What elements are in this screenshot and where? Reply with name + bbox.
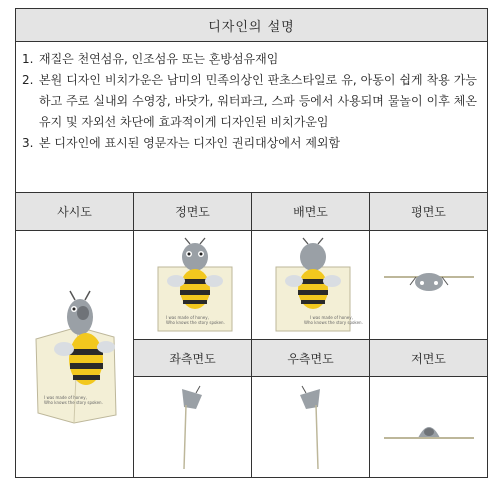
description-item <box>22 49 477 70</box>
item-text: 재질은 천연섬유, 인조섬유 또는 혼방섬유재임 <box>39 52 279 66</box>
grid-line <box>133 193 134 477</box>
perspective-print-line2: Who knows the story spoken. <box>44 400 103 405</box>
back-print-line2: Who knows the story spoken. <box>304 320 363 325</box>
item-text: 본 디자인에 표시된 영문자는 디자인 권리대상에서 제외함 <box>39 136 341 150</box>
top-view-image <box>382 267 476 297</box>
grid-line <box>134 339 487 340</box>
front-print-line2: Who knows the story spoken. <box>166 320 225 325</box>
description-item <box>22 70 477 133</box>
design-description-document <box>15 8 488 478</box>
header-front-view: 정면도 <box>134 193 251 230</box>
right-side-view-image <box>286 385 336 471</box>
item-number: 3. <box>22 136 34 150</box>
grid-line <box>369 193 370 477</box>
description-item <box>22 133 477 154</box>
item-number: 1. <box>22 52 34 66</box>
header-right-side-view: 우측면도 <box>252 340 369 376</box>
header-perspective-view: 사시도 <box>16 193 133 230</box>
perspective-view-image <box>30 287 120 427</box>
header-bottom-view: 저면도 <box>370 340 487 376</box>
item-number: 2. <box>22 73 34 87</box>
header-left-side-view: 좌측면도 <box>134 340 251 376</box>
grid-line <box>134 376 487 377</box>
item-text: 본원 디자인 비치가운은 남미의 민족의상인 판초스타일로 유, 아동이 쉽게 착용 가능하고 주로 실내외 수영장, 바닷가, 워터파크, 스파 등에서 사용되며 물놀이 이후 체온유지 및 자외선 차단에 효과적이게 디자인된 비치가운임 <box>39 73 477 129</box>
description-list <box>16 41 487 193</box>
left-side-view-image <box>166 385 216 471</box>
back-print-line1: I was made of honey, <box>310 315 353 320</box>
front-print-line1: I was made of honey, <box>166 315 209 320</box>
header-back-view: 배면도 <box>252 193 369 230</box>
header-top-view: 평면도 <box>370 193 487 230</box>
document-title: 디자인의 설명 <box>16 9 487 42</box>
bottom-view-image <box>382 414 476 446</box>
back-view-image <box>270 237 363 335</box>
front-view-image <box>152 237 238 335</box>
perspective-print-line1: I was made of honey, <box>44 395 87 400</box>
grid-line <box>251 193 252 477</box>
